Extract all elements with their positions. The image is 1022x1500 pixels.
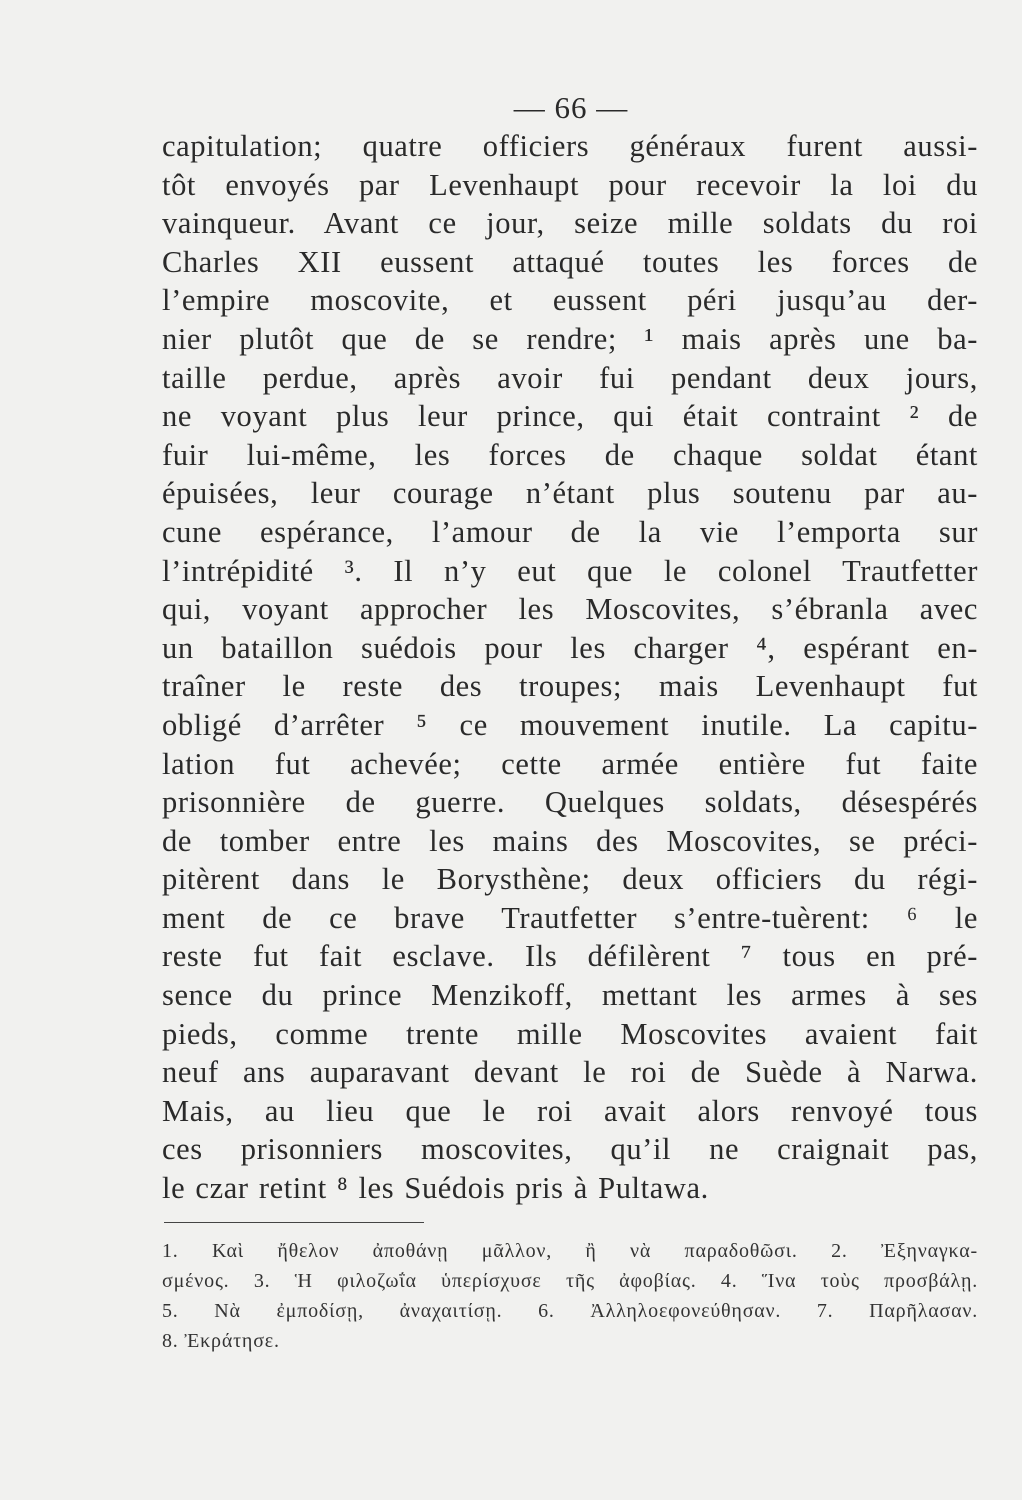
footnotes	[162, 1236, 978, 1356]
text-line: taille perdue, après avoir fui pendant deux jours,	[162, 360, 978, 395]
text-line: l’intrépidité ³. Il n’y eut que le colonel Trautfetter	[162, 553, 978, 588]
footnote-divider	[164, 1222, 424, 1223]
text-line: tôt envoyés par Levenhaupt pour recevoir la loi du	[162, 167, 978, 202]
text-line: ces prisonniers moscovites, qu’il ne craignait pas,	[162, 1132, 978, 1167]
text-line: lation fut achevée; cette armée entière fut faite	[162, 746, 978, 781]
text-line: pieds, comme trente mille Moscovites avaient fait	[162, 1016, 978, 1051]
text-line: pitèrent dans le Borysthène; deux officiers du régi-	[162, 862, 978, 897]
footnote-line: 8. Ἐκράτησε.	[162, 1330, 280, 1352]
text-line: cune espérance, l’amour de la vie l’emporta sur	[162, 514, 978, 549]
footnote-line: 5. Νὰ ἐμποδίσῃ, ἀναχαιτίσῃ. 6. Ἀλληλοεφονεύθησαν. 7. Παρῆλασαν.	[162, 1300, 978, 1322]
text-line: l’empire moscovite, et eussent péri jusqu’au der-	[162, 283, 978, 318]
text-line: de tomber entre les mains des Moscovites, se préci-	[162, 823, 978, 858]
text-line: ment de ce brave Trautfetter s’entre-tuèrent: ⁶ le	[162, 900, 978, 935]
main-text	[162, 127, 978, 1208]
text-line: épuisées, leur courage n’étant plus soutenu par au-	[162, 476, 978, 511]
text-line: vainqueur. Avant ce jour, seize mille soldats du roi	[162, 206, 978, 241]
footnote-line: 1. Καὶ ἤθελον ἀποθάνῃ μᾶλλον, ἢ νὰ παραδοθῶσι. 2. Ἐξηναγκα-	[162, 1240, 978, 1262]
text-line: nier plutôt que de se rendre; ¹ mais après une ba-	[162, 321, 978, 356]
text-line: obligé d’arrêter ⁵ ce mouvement inutile. La capitu-	[162, 707, 978, 742]
footnote-line: σμένος. 3. Ἡ φιλοζωΐα ὑπερίσχυσε τῆς ἀφοβίας. 4. Ἵνα τοὺς προσβάλῃ.	[162, 1270, 978, 1292]
text-line: un bataillon suédois pour les charger ⁴, espérant en-	[162, 630, 978, 665]
page-number: — 66 —	[513, 90, 629, 125]
text-line: ne voyant plus leur prince, qui était contraint ² de	[162, 399, 978, 434]
text-line: Charles XII eussent attaqué toutes les forces de	[162, 244, 978, 279]
text-line: capitulation; quatre officiers généraux furent aussi-	[162, 129, 978, 163]
text-line: neuf ans auparavant devant le roi de Suède à Narwa.	[162, 1055, 978, 1090]
text-line: sence du prince Menzikoff, mettant les armes à ses	[162, 978, 978, 1013]
text-line: reste fut fait esclave. Ils défilèrent ⁷ tous en pré-	[162, 939, 978, 974]
text-line: le czar retint ⁸ les Suédois pris à Pultawa.	[162, 1171, 709, 1206]
text-line: traîner le reste des troupes; mais Levenhaupt fut	[162, 669, 978, 704]
text-line: prisonnière de guerre. Quelques soldats, désespérés	[162, 785, 978, 820]
text-line: fuir lui-même, les forces de chaque soldat étant	[162, 437, 978, 472]
text-line: Mais, au lieu que le roi avait alors renvoyé tous	[162, 1093, 978, 1128]
text-line: qui, voyant approcher les Moscovites, s’ébranla avec	[162, 592, 978, 627]
